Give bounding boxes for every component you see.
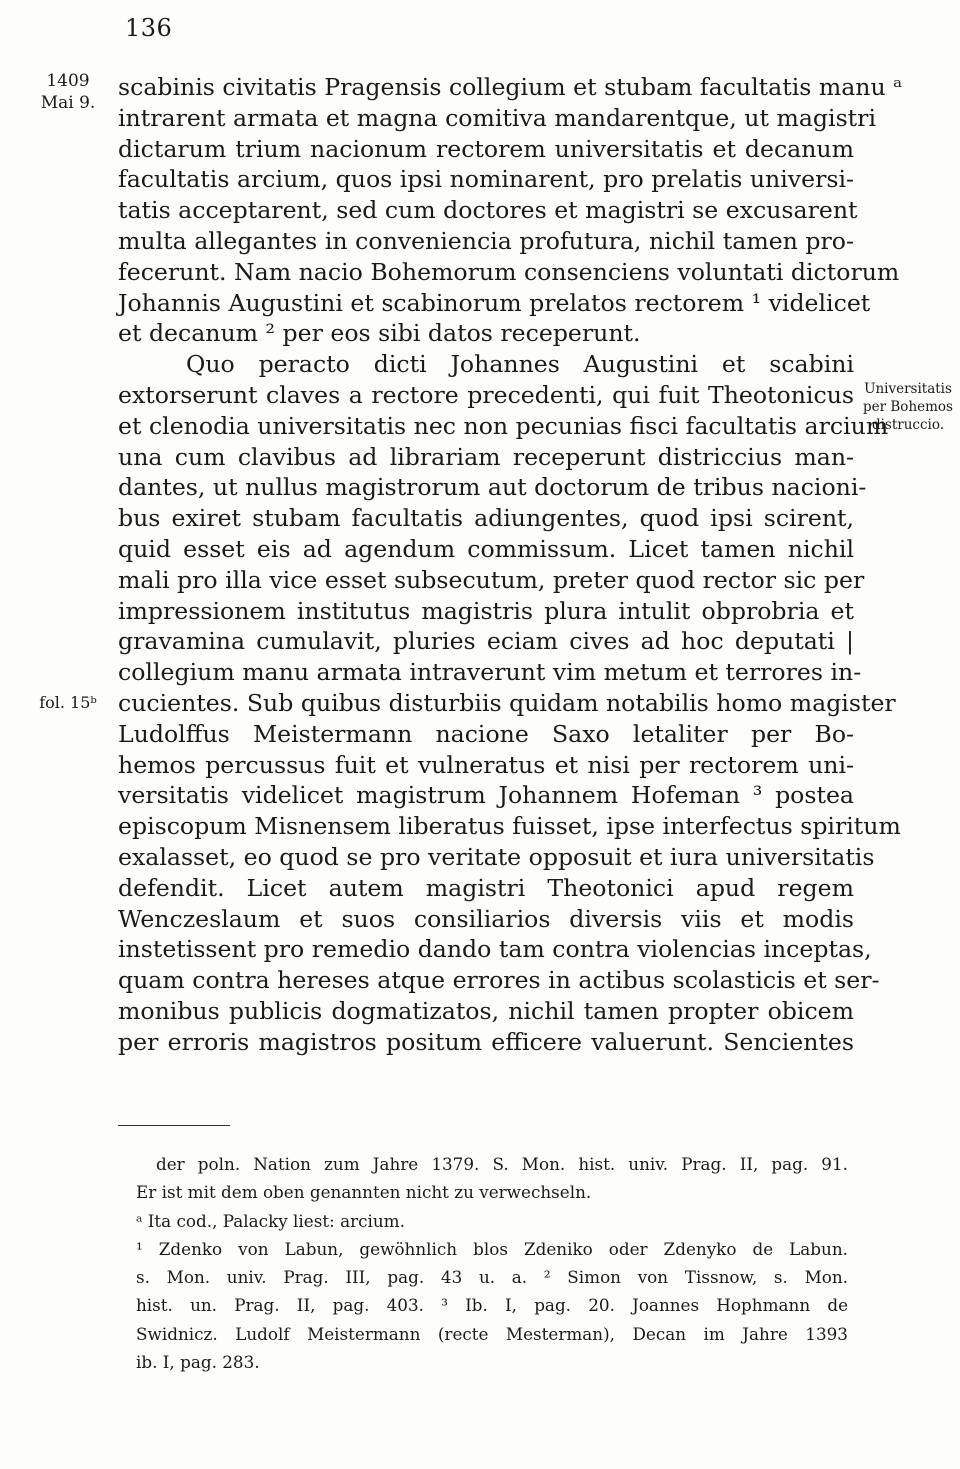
text-line: tatis acceptarent, sed cum doctores et magistri se excusarent bbox=[118, 196, 858, 225]
text-line: Ludolffus Meistermann nacione Saxo letaliter per Bo- bbox=[118, 719, 854, 748]
text-line: quam contra hereses atque errores in actibus scolasticis et ser- bbox=[118, 966, 880, 995]
text-line: bus exiret stubam facultatis adiungentes, quod ipsi scirent, bbox=[118, 504, 854, 533]
text-line: mali pro illa vice esset subsecutum, preter quod rector sic per bbox=[118, 565, 865, 594]
text-line: extorserunt claves a rectore precedenti, qui fuit Theotonicus bbox=[118, 380, 854, 409]
footnote-line: Swidnicz. Ludolf Meistermann (recte Mesterman), Decan im Jahre 1393 bbox=[136, 1323, 848, 1344]
text-line: monibus publicis dogmatizatos, nichil tamen propter obicem bbox=[118, 996, 854, 1025]
text-line: cucientes. Sub quibus disturbiis quidam notabilis homo magister bbox=[118, 688, 896, 717]
text-line: instetissent pro remedio dando tam contra violencias inceptas, bbox=[118, 935, 872, 964]
main-text-block bbox=[118, 72, 903, 1058]
footnote-line: Er ist mit dem oben genannten nicht zu verwechseln. bbox=[136, 1182, 592, 1203]
text-line: una cum clavibus ad librariam receperunt districcius man- bbox=[118, 442, 854, 471]
text-line: dictarum trium nacionum rectorem universitatis et decanum bbox=[118, 134, 854, 163]
margin-date-day: Mai 9. bbox=[40, 93, 96, 113]
footnote-line: ib. I, pag. 283. bbox=[136, 1352, 260, 1373]
footnotes-block bbox=[136, 1150, 848, 1376]
text-line: dantes, ut nullus magistrorum aut doctorum de tribus nacioni- bbox=[118, 473, 867, 502]
footnote-divider bbox=[118, 1125, 230, 1126]
footnote-line: der poln. Nation zum Jahre 1379. S. Mon. hist. univ. Prag. II, pag. 91. bbox=[156, 1154, 848, 1174]
text-line: episcopum Misnensem liberatus fuisset, ipse interfectus spiritum bbox=[118, 812, 901, 841]
text-line: impressionem institutus magistris plura intulit obprobria et bbox=[118, 596, 854, 625]
text-line: Quo peracto dicti Johannes Augustini et scabini bbox=[186, 350, 854, 379]
text-line: hemos percussus fuit et vulneratus et nisi per rectorem uni- bbox=[118, 750, 854, 779]
margin-folio-note: fol. 15ᵇ bbox=[39, 693, 97, 712]
footnote-line: s. Mon. univ. Prag. III, pag. 43 u. a. ² Simon von Tissnow, s. Mon. bbox=[136, 1267, 848, 1288]
text-line: fecerunt. Nam nacio Bohemorum consenciens voluntati dictorum bbox=[118, 257, 900, 286]
text-line: Johannis Augustini et scabinorum prelatos rectorem ¹ videlicet bbox=[118, 288, 871, 317]
margin-date-year: 1409 bbox=[46, 71, 90, 91]
footnote-line: hist. un. Prag. II, pag. 403. ³ Ib. I, pag. 20. Joannes Hophmann de bbox=[136, 1295, 848, 1316]
text-line: multa allegantes in conveniencia profutura, nichil tamen pro- bbox=[118, 226, 854, 255]
text-line: collegium manu armata intraverunt vim metum et terrores in- bbox=[118, 658, 862, 687]
text-line: Wenczeslaum et suos consiliarios diversis viis et modis bbox=[118, 904, 854, 933]
footnote-line: ¹ Zdenko von Labun, gewöhnlich blos Zdeniko oder Zdenyko de Labun. bbox=[136, 1238, 848, 1259]
page-number: 136 bbox=[125, 14, 173, 42]
text-line: exalasset, eo quod se pro veritate opposuit et iura universitatis bbox=[118, 842, 875, 871]
footnote-line: ᵃ Ita cod., Palacky liest: arcium. bbox=[136, 1210, 405, 1231]
text-line: quid esset eis ad agendum commissum. Licet tamen nichil bbox=[118, 534, 854, 563]
text-line: versitatis videlicet magistrum Johannem Hofeman ³ postea bbox=[118, 781, 854, 810]
text-line: intrarent armata et magna comitiva mandarentque, ut magistri bbox=[118, 103, 876, 132]
text-line: defendit. Licet autem magistri Theotonici apud regem bbox=[118, 873, 854, 902]
text-line: gravamina cumulavit, pluries eciam cives ad hoc deputati | bbox=[118, 627, 854, 656]
text-line: facultatis arcium, quos ipsi nominarent, pro prelatis universi- bbox=[118, 165, 854, 194]
side-heading-line: per Bohemos bbox=[863, 399, 953, 415]
margin-date-note bbox=[28, 70, 108, 114]
side-heading-line: distruccio. bbox=[871, 417, 945, 433]
text-line: et clenodia universitatis nec non pecunias fisci facultatis arcium bbox=[118, 411, 889, 440]
side-heading-line: Universitatis bbox=[864, 381, 952, 397]
text-line: et decanum ² per eos sibi datos receperunt. bbox=[118, 319, 641, 348]
text-line: scabinis civitatis Pragensis collegium et stubam facultatis manu ᵃ bbox=[118, 73, 903, 101]
text-line: per erroris magistros positum efficere valuerunt. Sencientes bbox=[118, 1027, 854, 1056]
